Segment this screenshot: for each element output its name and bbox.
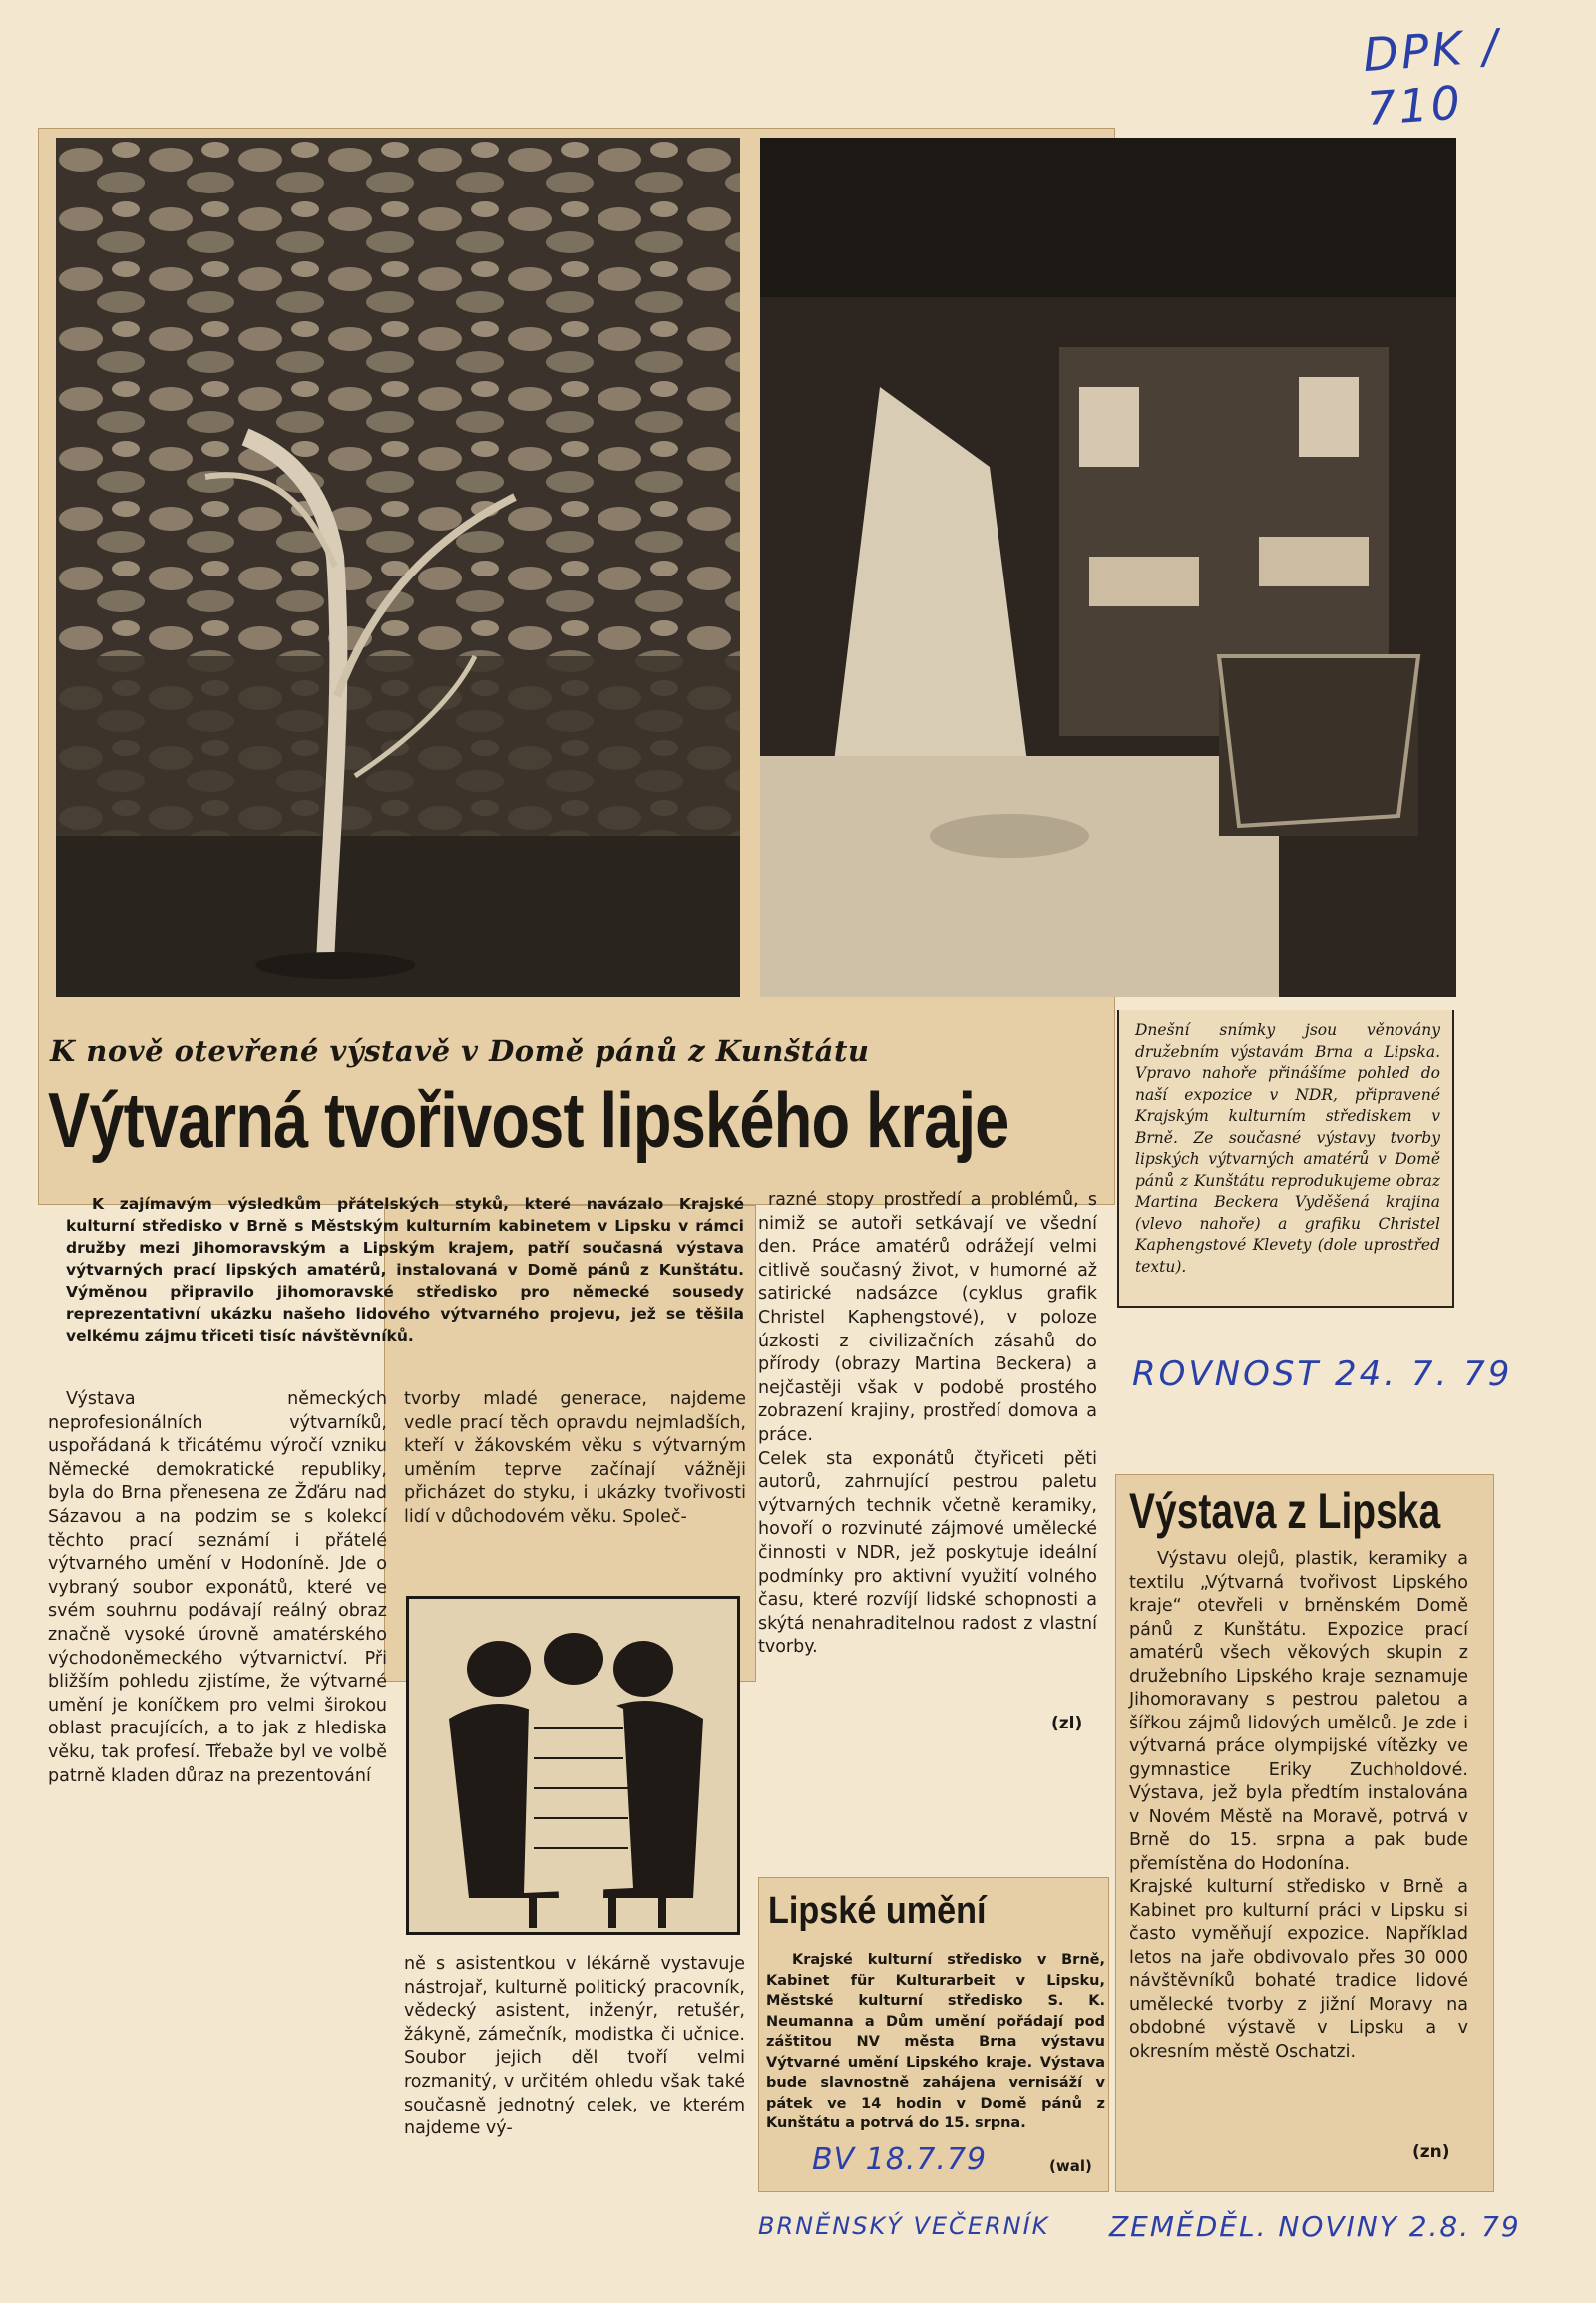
article-signature: (zl)	[1051, 1714, 1083, 1733]
vystava-z-lipska-signature: (zn)	[1412, 2142, 1450, 2162]
photo-caption	[1117, 1010, 1454, 1308]
article-column-1: Výstava německých neprofesionálních výtvarníků, uspořádaná k třicátému výročí vzniku Německé demokratické republiky, byla do Brna přenesena ze Žďáru nad Sázavou a na podzim se s kolekcí těchto prací seznámí i přátelé výtvarného umění v Hodoníně. Jde o vybraný soubor exponátů, které ve svém souhrnu podávají reálný obraz značně vysoké úrovně amatérského východoněmeckého výtvarnictví. Při bližším pohledu zjistíme, že výtvarné umění je koníčkem pro velmi širokou oblast pracujících, a to jak z hlediska věku, tak profesí. Třebaže byl ve volbě patrně kladen důraz na prezentování	[48, 1389, 387, 1786]
gossip-graphic-image	[409, 1599, 737, 1932]
exhibition-photo	[760, 138, 1456, 997]
vystava-z-lipska-headline: Výstava z Lipska	[1129, 1483, 1441, 1539]
article-column-2-bottom: ně s asistentkou v lékárně vystavuje nástrojař, kulturně politický pracovník, vědecký asistent, inženýr, retušér, žákyně, zámečník, modistka či učnice. Soubor jejich děl tvoří velmi rozmanitý, v určitém ohledu však také současně jednotný celek, ve kterém najdeme vý-	[404, 1954, 745, 2139]
rovnost-date: ROVNOST 24. 7. 79	[1132, 1354, 1513, 1394]
article-headline: Výtvarná tvořivost lipského kraje	[48, 1076, 1009, 1164]
vystava-z-lipska-body: Výstavu olejů, plastik, keramiky a textilu „Výtvarná tvořivost Lipského kraje“ otevřeli v brněnském Domě pánů z Kunštátu. Expozice prací amatérů všech věkových skupin z družebního Lipského kraje seznamuje Jihomoravany s pestrou paletou a šířkou zájmů lidových umělců. Je zde i výtvarná práce olympijské vítězky ve gymnastice Eriky Zuchholdové. Výstava, jež byla předtím instalována v Novém Městě na Moravě, potrvá v Brně do 15. srpna a pak bude přemístěna do Hodonína. Krajské kulturní středisko v Brně a Kabinet pro kulturní práci v Lipsku si často vyměňují expozice. Například letos na jaře obdivovalo přes 30 000 návštěvníků bohaté tradice lidové umělecké tvorby z jižní Moravy na obdobné výstavě v Lipsku a v okresním městě Oschatzi.	[1129, 1549, 1468, 2062]
zemedel-source: ZEMĚDĚL. NOVINY 2.8. 79	[1109, 2210, 1521, 2243]
lipske-umeni-signature: (wal)	[1049, 2157, 1092, 2175]
lipske-umeni-body: Krajské kulturní středisko v Brně, Kabinet für Kulturarbeit v Lipsku, Městské kulturní středisko S. K. Neumanna a Dům umění pořádají pod záštitou NV města Brna výstavu Výtvarné umění Lipského kraje. Výstava bude slavnostně zahájena vernisáží v pátek ve 14 hodin v Domě pánů z Kunštátu a potrvá do 15. srpna.	[766, 1952, 1105, 2131]
archive-mark: DPK / 710	[1361, 18, 1503, 136]
article-lead: K zajímavým výsledkům přátelských styků, které navázalo Krajské kulturní středisko v Brně s Městským kulturním kabinetem v Lipsku v rámci družby mezi Jihomoravským a Lipským krajem, patří současná výstava výtvarných prací lipských amatérů, instalovaná v Domě pánů z Kunštátu. Výměnou připravilo jihomoravské středisko pro německé sousedy reprezentativní ukázku našeho lidového výtvarného projevu, jež se těšila velkému zájmu třiceti tisíc návštěvníků.	[66, 1195, 744, 1344]
caption-text: Dnešní snímky jsou věnovány družebním výstavám Brna a Lipska. Vpravo nahoře přinášíme pohled do naší expozice v NDR, připravené Krajským kulturním střediskem v Brně. Ze současné výstavy tvorby lipských výtvarných amatérů v Domě pánů z Kunštátu reprodukujeme obraz Martina Beckera Vyděšená krajina (vlevo nahoře) a grafiku Christel Kaphengstové Klevety (dole uprostřed textu).	[1135, 1021, 1440, 1276]
lipske-umeni-headline: Lipské umění	[768, 1890, 987, 1932]
vecernik-date: BV 18.7.79	[812, 2142, 988, 2177]
frightened-landscape-painting	[56, 138, 740, 997]
vecernik-source: BRNĚNSKÝ VEČERNÍK	[758, 2212, 1050, 2240]
painting-photo	[56, 138, 740, 997]
article-column-2-top: tvorby mladé generace, najdeme vedle prací těch opravdu nejmladších, kteří v žákovském věku s výtvarným uměním teprve začínají vážněji přicházet do styku, i ukázky tvořivosti lidí v důchodovém věku. Společ-	[404, 1389, 746, 1527]
article-kicker: K nově otevřené výstavě v Domě pánů z Kunštátu	[50, 1034, 870, 1068]
gossip-engraving	[406, 1596, 740, 1935]
exhibition-interior-image	[760, 138, 1456, 997]
article-column-3: razné stopy prostředí a problémů, s nimiž se autoři setkávají ve všední den. Práce amatérů odrážejí velmi citlivě současný život, v humorné až satirické nadsázce (cyklus grafik Christel Kaphengstové), v poloze úzkosti z civilizačních zásahů do přírody (obrazy Martina Beckera) a nejčastěji však v podobě prostého zobrazení krajiny, prostředí domova a práce. Celek sta exponátů čtyřiceti pěti autorů, zahrnující pestrou paletu výtvarných technik včetně keramiky, hovoří o rozvinuté zájmové umělecké činnosti v NDR, jež poskytuje ideální podmínky pro aktivní využití volného času, které rozvíjí lidské schopnosti a skýtá nenahraditelnou radost z vlastní tvorby.	[758, 1190, 1097, 1658]
